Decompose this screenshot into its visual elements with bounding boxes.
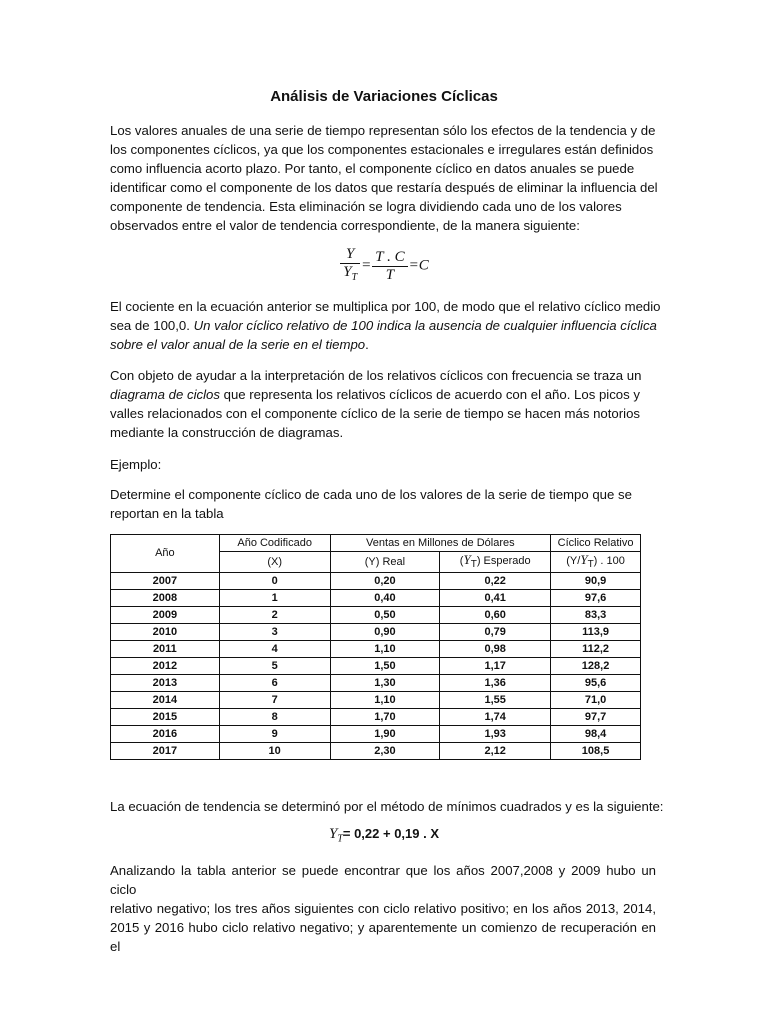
table-cell: 0,90 — [330, 624, 440, 641]
intro-line: los componentes cíclicos, ya que los componentes estacionales e irregulares están definidos — [110, 142, 654, 157]
table-cell: 0,40 — [330, 590, 440, 607]
table-cell: 5 — [219, 658, 330, 675]
cyclic-formula — [0, 246, 768, 286]
table-cell: 9 — [219, 726, 330, 743]
table-cell: 2,30 — [330, 743, 440, 760]
conclusion-paragraph — [110, 861, 656, 956]
table-cell: 0,20 — [330, 573, 440, 590]
page-title: Análisis de Variaciones Cíclicas — [270, 88, 498, 105]
task-paragraph — [110, 485, 656, 523]
table-cell: 90,9 — [551, 573, 641, 590]
table-cell: 1,90 — [330, 726, 440, 743]
table-cell: 2008 — [111, 590, 220, 607]
table-cell: 1,30 — [330, 675, 440, 692]
formula-fraction-1 — [340, 246, 360, 286]
formula-denominator-2: T — [385, 266, 395, 283]
table-cell: 2017 — [111, 743, 220, 760]
table-cell: 83,3 — [551, 607, 641, 624]
table-row — [111, 573, 641, 590]
table-cell: 0,98 — [440, 641, 551, 658]
table-cell: 8 — [219, 709, 330, 726]
conclusion-line: Analizando la tabla anterior se puede encontrar que los años 2007,2008 y 2009 hubo un ciclo — [110, 863, 656, 897]
table-cell: 2012 — [111, 658, 220, 675]
diagram-paragraph — [110, 366, 656, 442]
cyclic-table — [110, 534, 641, 760]
table-cell: 4 — [219, 641, 330, 658]
table-cell: 0,22 — [440, 573, 551, 590]
conclusion-line: relativo negativo; los tres años siguientes con ciclo relativo positivo; en los años 2013, 2014, — [110, 901, 656, 916]
table-body — [111, 573, 641, 760]
header-year: Año — [111, 535, 220, 573]
table-cell: 71,0 — [551, 692, 641, 709]
header-real: (Y) Real — [330, 552, 440, 573]
ratio-line: sea de 100,0. Un valor cíclico relativo de 100 indica la ausencia de cualquier influencia cíclica — [110, 318, 657, 333]
intro-line: como influencia acorto plazo. Por tanto, el componente cíclico en datos anuales se puede — [110, 161, 635, 176]
table-row — [111, 675, 641, 692]
header-cyclic-sub: $(Y/Y_T)$ . 100 — [551, 552, 641, 573]
table-cell: 1,70 — [330, 709, 440, 726]
table-row — [111, 607, 641, 624]
formula-equals-2: =C — [408, 257, 429, 274]
table-cell: 98,4 — [551, 726, 641, 743]
table-cell: 2009 — [111, 607, 220, 624]
table-cell: 0 — [219, 573, 330, 590]
table-cell: 1,55 — [440, 692, 551, 709]
table-cell: 0,79 — [440, 624, 551, 641]
table-cell: 2007 — [111, 573, 220, 590]
table-cell: 97,6 — [551, 590, 641, 607]
intro-line: Los valores anuales de una serie de tiempo representan sólo los efectos de la tendencia y de — [110, 123, 656, 138]
task-line: Determine el componente cíclico de cada uno de los valores de la serie de tiempo que se — [110, 487, 632, 502]
conclusion-line: 2015 y 2016 hubo ciclo relativo negativo; y aparentemente un comienzo de recuperación en el — [110, 920, 656, 954]
intro-line: componente de tendencia. Esta eliminación se logra dividiendo cada uno de los valores — [110, 199, 622, 214]
formula-equals-1: = — [361, 257, 372, 274]
ratio-paragraph — [110, 297, 661, 354]
header-expected: $(Y_T)$ Esperado — [440, 552, 551, 573]
table-row — [111, 590, 641, 607]
header-coded: Año Codificado — [219, 535, 330, 552]
table-cell: 2 — [219, 607, 330, 624]
table-row — [111, 726, 641, 743]
example-label: Ejemplo: — [110, 457, 162, 472]
table-cell: 1,50 — [330, 658, 440, 675]
table-cell: 10 — [219, 743, 330, 760]
formula-fraction-2 — [372, 249, 407, 284]
table-cell: 7 — [219, 692, 330, 709]
table-cell: 128,2 — [551, 658, 641, 675]
table-cell: 2011 — [111, 641, 220, 658]
table-cell: 2010 — [111, 624, 220, 641]
table-cell: 112,2 — [551, 641, 641, 658]
table-row — [111, 743, 641, 760]
table-cell: 2016 — [111, 726, 220, 743]
table-cell: 95,6 — [551, 675, 641, 692]
table-cell: 0,50 — [330, 607, 440, 624]
table-row — [111, 709, 641, 726]
header-coded-sub: (X) — [219, 552, 330, 573]
intro-line: identificar como el componente de los datos que restaría después de eliminar la influencia del — [110, 180, 658, 195]
table-cell: 0,41 — [440, 590, 551, 607]
table-cell: 1 — [219, 590, 330, 607]
diagram-line: valles relacionados con el componente cíclico de la serie de tiempo se hacen más notorios — [110, 406, 640, 421]
table-cell: 6 — [219, 675, 330, 692]
table-cell: 1,93 — [440, 726, 551, 743]
trend-equation: $Y_T= 0,22 + 0,19$ . X — [328, 826, 440, 845]
table-cell: 2013 — [111, 675, 220, 692]
diagram-line: mediante la construcción de diagramas. — [110, 425, 344, 440]
diagram-line: Con objeto de ayudar a la interpretación de los relativos cíclicos con frecuencia se traza un — [110, 368, 642, 383]
table-cell: 1,10 — [330, 641, 440, 658]
table-row — [111, 658, 641, 675]
table-cell: 2015 — [111, 709, 220, 726]
table-cell: 1,10 — [330, 692, 440, 709]
intro-paragraph — [110, 121, 656, 235]
table-cell: 108,5 — [551, 743, 641, 760]
task-line: reportan en la tabla — [110, 506, 224, 521]
formula-denominator-1: $Y_T$ — [343, 264, 358, 283]
table-cell: 1,74 — [440, 709, 551, 726]
intro-line: observados entre el valor de tendencia correspondiente, de la manera siguiente: — [110, 218, 580, 233]
formula-numerator-2: T . C — [372, 249, 407, 267]
table-cell: 2014 — [111, 692, 220, 709]
trend-intro: La ecuación de tendencia se determinó por el método de mínimos cuadrados y es la siguiente: — [110, 799, 664, 814]
table-row — [111, 641, 641, 658]
diagram-line: diagrama de ciclos que representa los relativos cíclicos de acuerdo con el año. Los picos y — [110, 387, 640, 402]
table-cell: 3 — [219, 624, 330, 641]
header-cyclic: Cíclico Relativo — [551, 535, 641, 552]
table-cell: 1,36 — [440, 675, 551, 692]
table-cell: 97,7 — [551, 709, 641, 726]
table-cell: 113,9 — [551, 624, 641, 641]
formula-numerator-1: Y — [340, 246, 360, 264]
table-cell: 0,60 — [440, 607, 551, 624]
ratio-line: sobre el valor anual de la serie en el tiempo. — [110, 337, 369, 352]
ratio-line: El cociente en la ecuación anterior se multiplica por 100, de modo que el relativo cíclico medio — [110, 299, 661, 314]
table-cell: 2,12 — [440, 743, 551, 760]
header-sales: Ventas en Millones de Dólares — [330, 535, 551, 552]
table-row — [111, 624, 641, 641]
table-cell: 1,17 — [440, 658, 551, 675]
table-row — [111, 692, 641, 709]
